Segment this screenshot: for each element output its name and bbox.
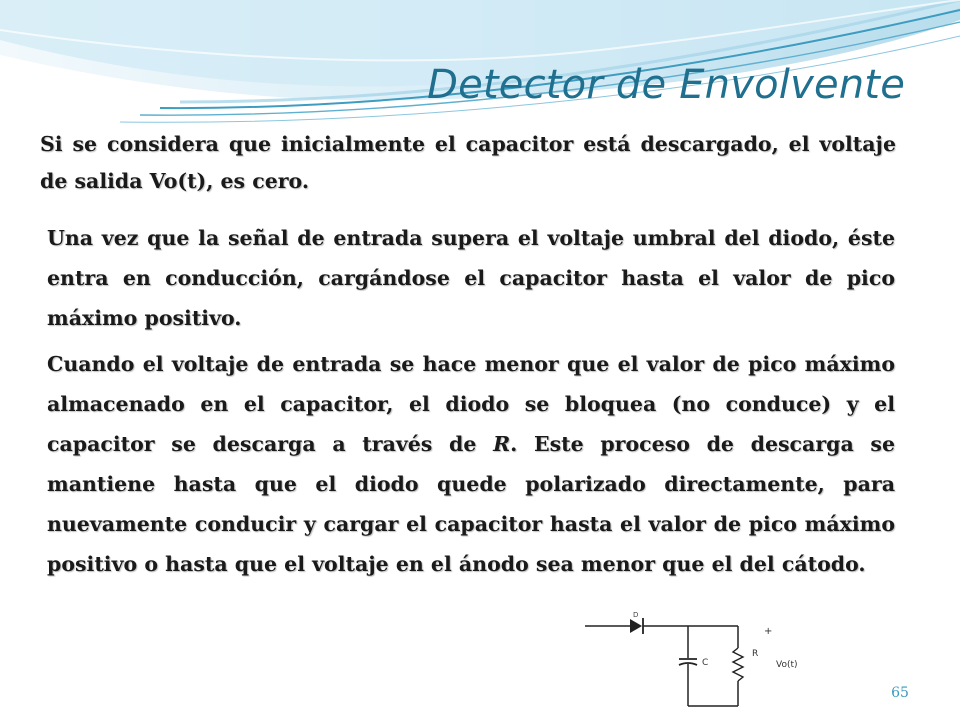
plus-label: + xyxy=(764,626,773,637)
bottom-left-area xyxy=(0,610,530,720)
paragraph-3-text-a: Cuando el voltaje de entrada se hace menor que el valor de pico máximo almacenado en el capacitor, el diodo se bloquea (no conduce) y el capacitor se descarga a través de xyxy=(47,352,895,456)
paragraph-3-text-b: . Este proceso de descarga se mantiene hasta que el diodo quede polarizado directamente, para nuevamente conducir y cargar el capacitor hasta el valor de pico máximo positivo o hasta que el voltaje en el ánodo sea menor que el del cátodo. xyxy=(47,432,896,576)
output-label: Vo(t) xyxy=(776,660,798,670)
paragraph-2: Una vez que la señal de entrada supera el voltaje umbral del diodo, éste entra en conducción, cargándose el capacitor hasta el valor de pico máximo positivo. xyxy=(47,226,895,330)
page-number: 65 xyxy=(891,685,909,701)
diode-label: D xyxy=(633,612,639,619)
paragraph-1: Si se considera que inicialmente el capacitor está descargado, el voltaje de salida Vo(t), es cero. xyxy=(40,132,896,193)
capacitor-label: C xyxy=(702,658,709,668)
paragraph-3 xyxy=(47,344,895,584)
paragraph-3-resistor-symbol: R xyxy=(493,432,511,456)
envelope-detector-circuit xyxy=(530,612,830,720)
resistor-label: R xyxy=(752,649,759,659)
slide-title: Detector de Envolvente xyxy=(427,62,905,108)
